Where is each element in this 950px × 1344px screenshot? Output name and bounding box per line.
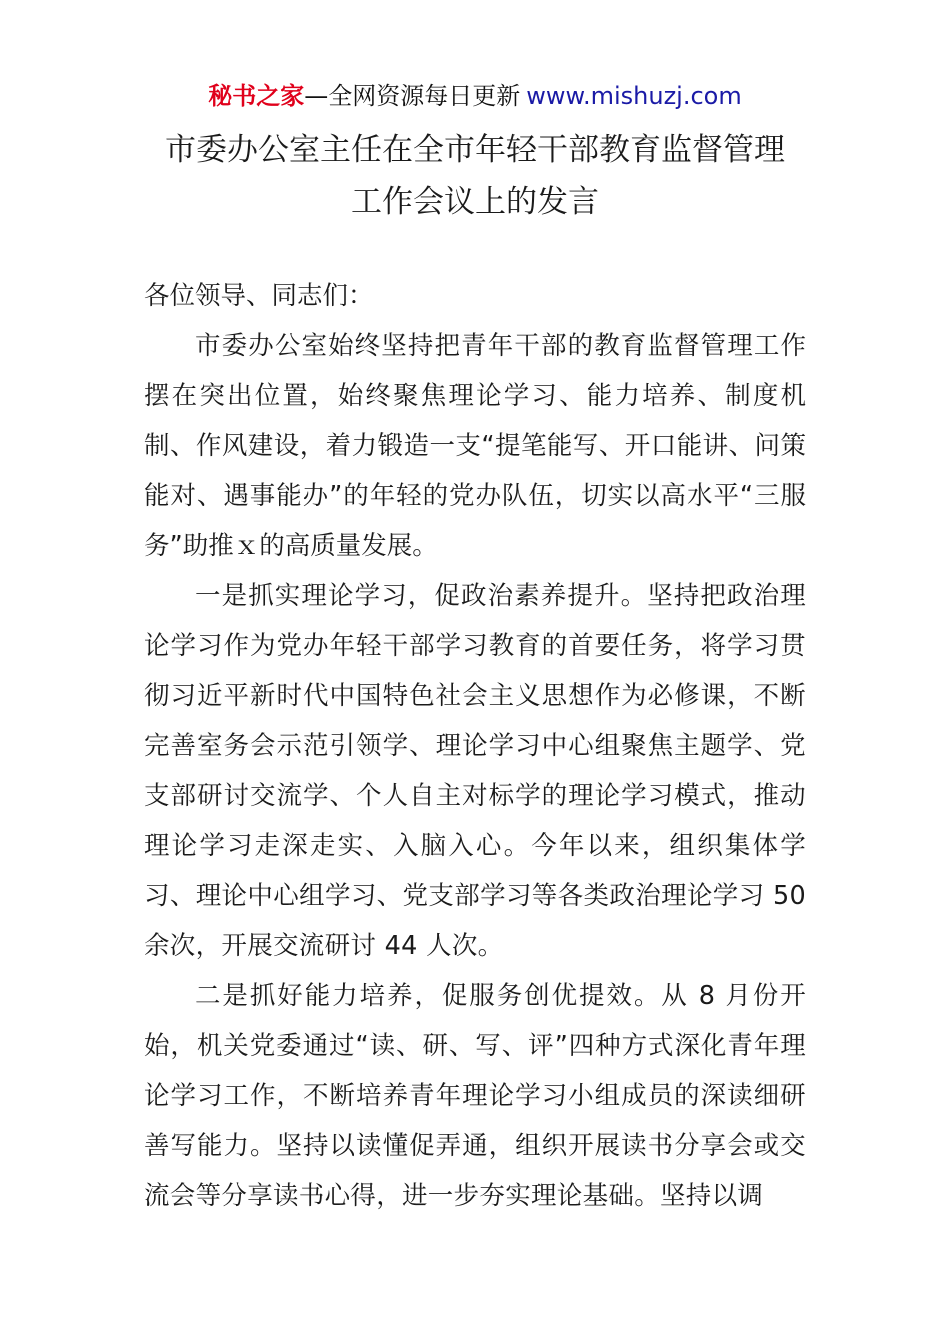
site-header bbox=[0, 80, 950, 112]
document-title bbox=[100, 124, 850, 228]
salutation: 各位领导、同志们： bbox=[144, 281, 374, 311]
paragraph-intro: 市委办公室始终坚持把青年干部的教育监督管理工作摆在突出位置，始终聚焦理论学习、能力培养、制度机制、作风建设，着力锻造一支“提笔能写、开口能讲、问策能对、遇事能办”的年轻的党办队伍，切实以高水平“三服务”助推ｘ的高质量发展。 bbox=[144, 331, 806, 561]
site-name: 秘书之家 bbox=[208, 82, 305, 110]
site-tagline: —全网资源每日更新 bbox=[304, 82, 521, 110]
paragraph-theory-study: 一是抓实理论学习，促政治素养提升。坚持把政治理论学习作为党办年轻干部学习教育的首要任务，将学习贯彻习近平新时代中国特色社会主义思想作为必修课，不断完善室务会示范引领学、理论学习中心组聚焦主题学、党支部研讨交流学、个人自主对标学的理论学习模式，推动理论学习走深走实、入脑入心。今年以来，组织集体学习、理论中心组学习、党支部学习等各类政治理论学习 50 余次，开展交流研讨 44 人次。 bbox=[144, 581, 806, 961]
site-url-link[interactable]: www.mishuzj.com bbox=[526, 82, 742, 110]
document-body bbox=[144, 271, 806, 1221]
title-line-2: 工作会议上的发言 bbox=[351, 184, 599, 220]
title-line-1: 市委办公室主任在全市年轻干部教育监督管理 bbox=[165, 132, 785, 168]
paragraph-capability-training: 二是抓好能力培养，促服务创优提效。从 8 月份开始，机关党委通过“读、研、写、评”四种方式深化青年理论学习工作，不断培养青年理论学习小组成员的深读细研善写能力。坚持以读懂促弄通，组织开展读书分享会或交流会等分享读书心得，进一步夯实理论基础。坚持以调 bbox=[144, 981, 806, 1211]
